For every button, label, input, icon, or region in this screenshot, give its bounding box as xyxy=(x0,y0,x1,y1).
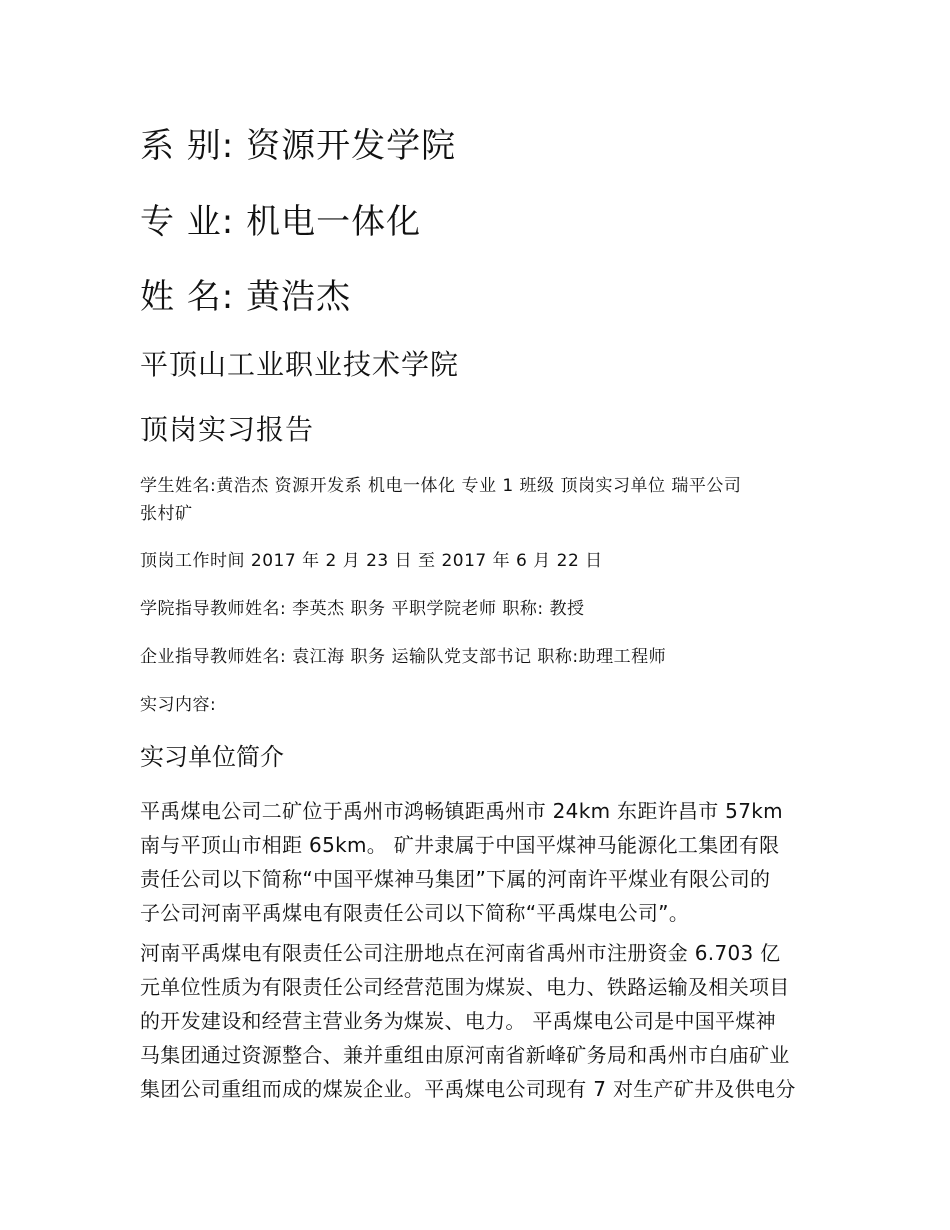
major-field: 专 业: 机电一体化 xyxy=(140,202,422,242)
report-title: 顶岗实习报告 xyxy=(140,413,315,446)
paragraph-2 xyxy=(140,936,812,1106)
student-info xyxy=(140,472,812,528)
paragraph-line: 南与平顶山市相距 65km。 矿井隶属于中国平煤神马能源化工集团有限 xyxy=(140,833,780,857)
school-name: 平顶山工业职业技术学院 xyxy=(140,348,460,381)
college-teacher: 学院指导教师姓名: 李英杰 职务 平职学院老师 职称: 教授 xyxy=(140,599,585,619)
company-teacher: 企业指导教师姓名: 袁江海 职务 运输队党支部书记 职称:助理工程师 xyxy=(140,647,667,667)
student-info-line-1: 学生姓名:黄浩杰 资源开发系 机电一体化 专业 1 班级 顶岗实习单位 瑞平公司 xyxy=(140,476,742,496)
section-title: 实习单位简介 xyxy=(140,743,284,771)
paragraph-line: 集团公司重组而成的煤炭企业。平禹煤电公司现有 7 对生产矿井及供电分 xyxy=(140,1077,796,1101)
name-field: 姓 名: 黄浩杰 xyxy=(140,277,352,317)
paragraph-line: 马集团通过资源整合、兼并重组由原河南省新峰矿务局和禹州市白庙矿业 xyxy=(140,1043,790,1067)
paragraph-line: 的开发建设和经营主营业务为煤炭、电力。 平禹煤电公司是中国平煤神 xyxy=(140,1009,776,1033)
paragraph-line: 子公司河南平禹煤电有限责任公司以下简称“平禹煤电公司”。 xyxy=(140,901,690,925)
paragraph-line: 责任公司以下简称“中国平煤神马集团”下属的河南许平煤业有限公司的 xyxy=(140,867,771,891)
paragraph-line: 河南平禹煤电有限责任公司注册地点在河南省禹州市注册资金 6.703 亿 xyxy=(140,941,781,965)
content-label: 实习内容: xyxy=(140,695,217,715)
department-field: 系 别: 资源开发学院 xyxy=(140,126,457,166)
work-time: 顶岗工作时间 2017 年 2 月 23 日 至 2017 年 6 月 22 日 xyxy=(140,551,603,571)
paragraph-line: 平禹煤电公司二矿位于禹州市鸿畅镇距禹州市 24km 东距许昌市 57km xyxy=(140,799,783,823)
document-page xyxy=(140,0,812,1230)
student-info-line-2: 张村矿 xyxy=(140,504,193,524)
paragraph-1 xyxy=(140,794,812,930)
paragraph-line: 元单位性质为有限责任公司经营范围为煤炭、电力、铁路运输及相关项目 xyxy=(140,975,790,999)
